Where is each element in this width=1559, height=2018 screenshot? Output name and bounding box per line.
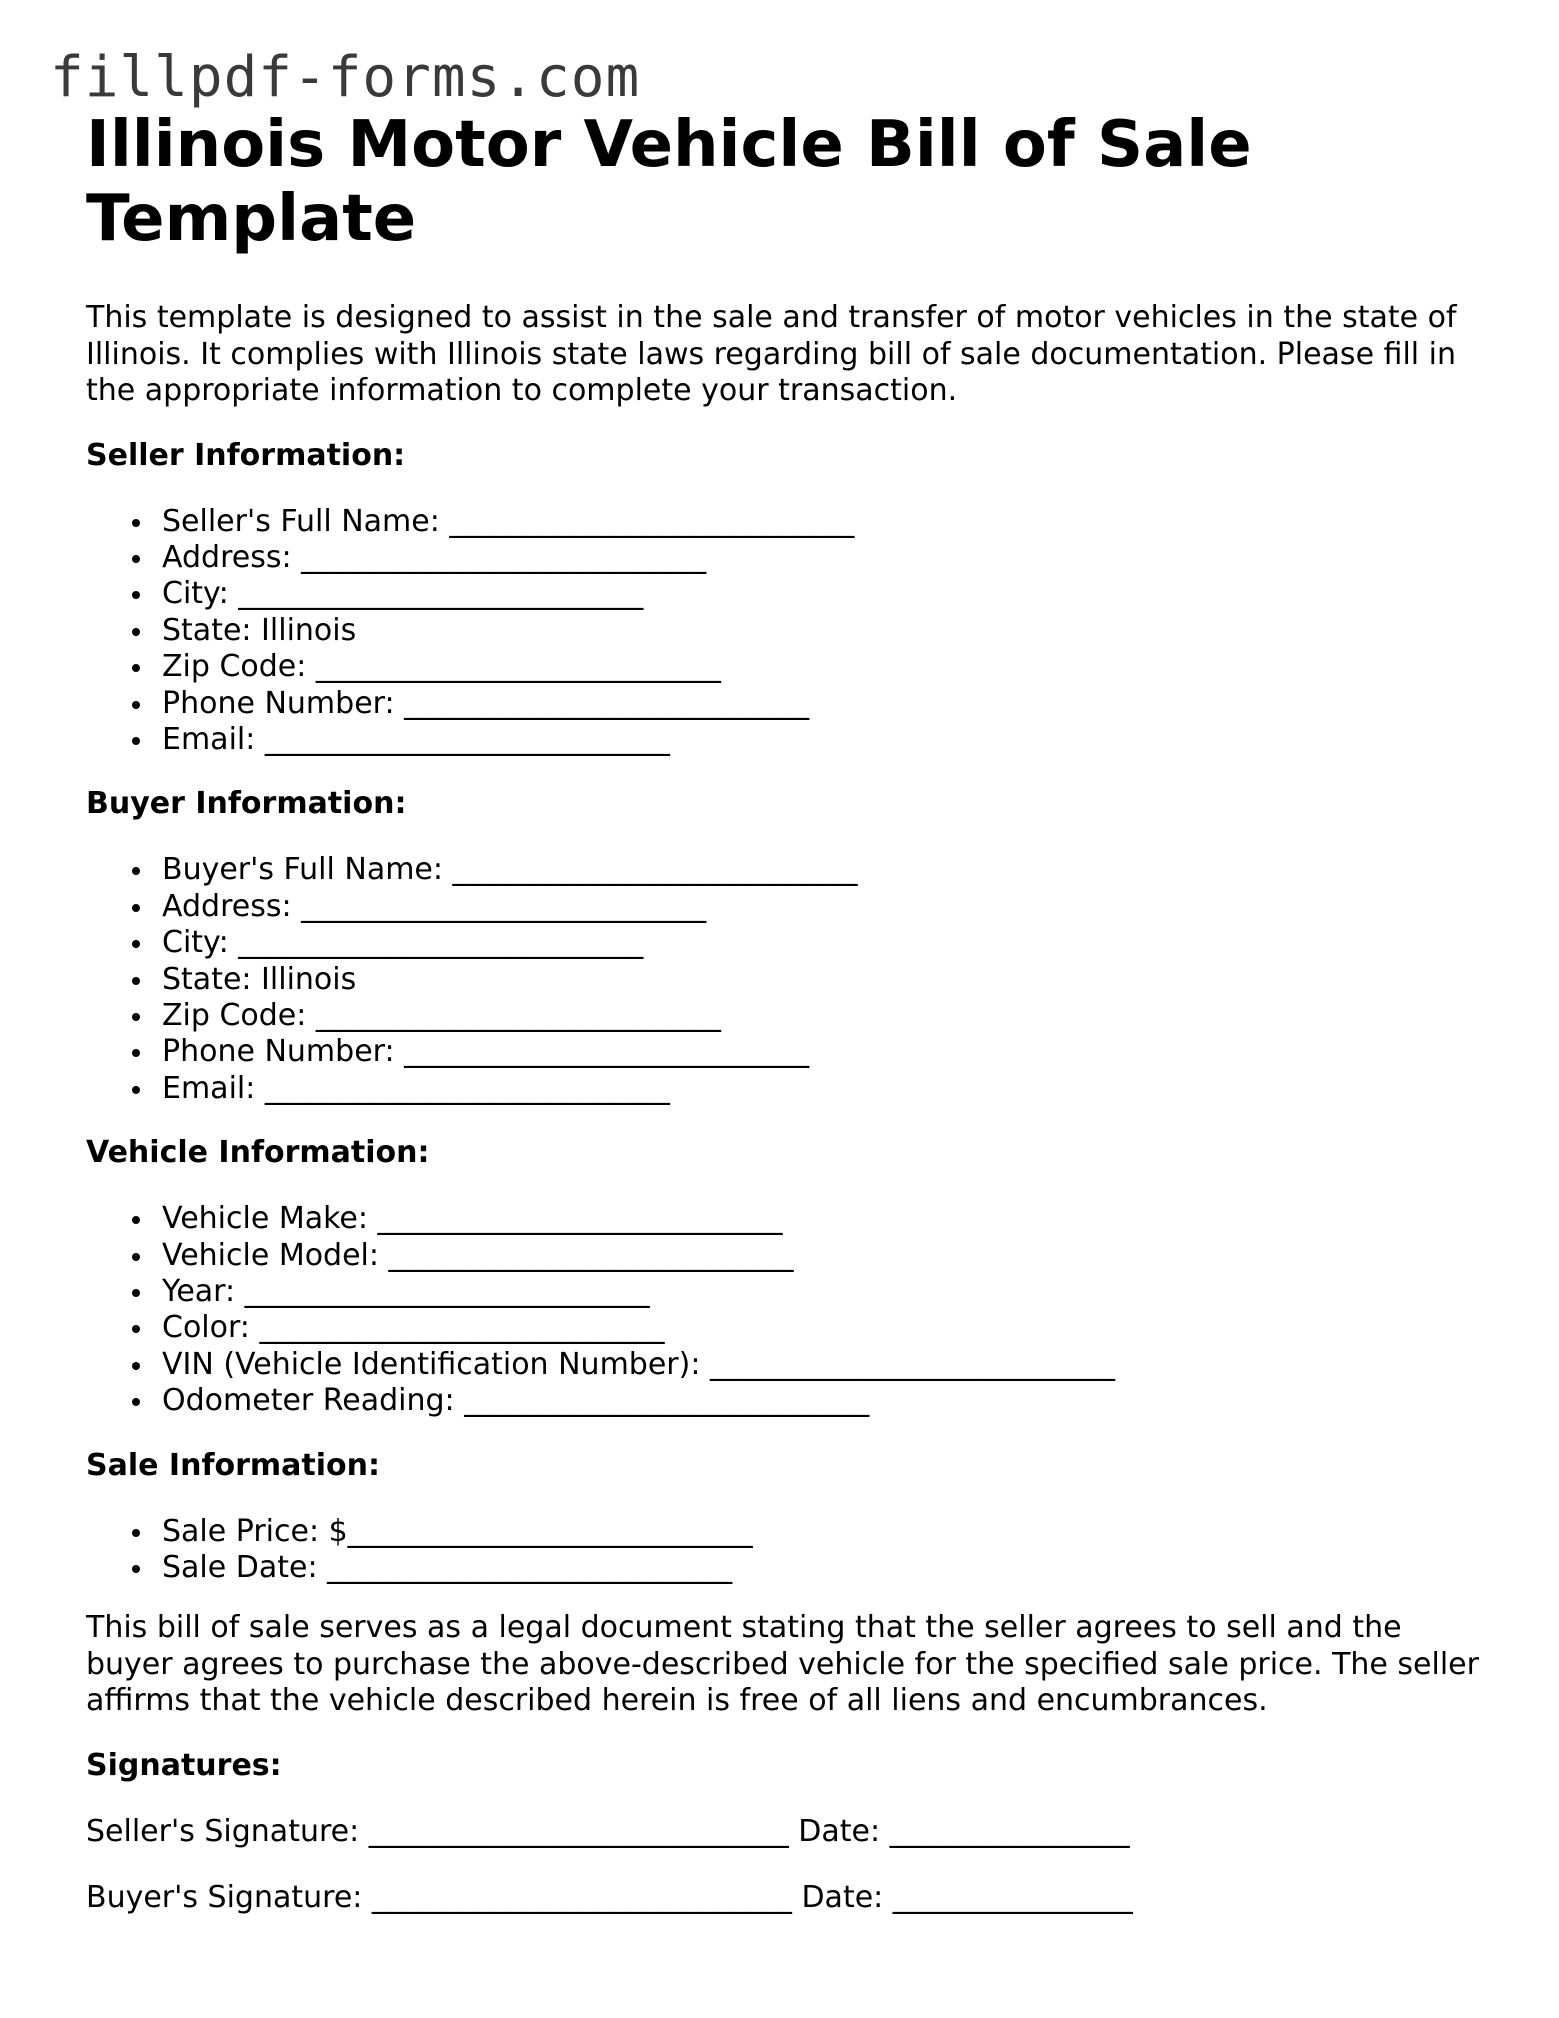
buyer-zip-field[interactable]: Zip Code: ___________________________ bbox=[162, 998, 1486, 1034]
page-title: Illinois Motor Vehicle Bill of Sale Template bbox=[86, 108, 1252, 256]
seller-list bbox=[86, 504, 1486, 759]
buyer-state-field: State: Illinois bbox=[162, 962, 1486, 998]
buyer-city-field[interactable]: City: ___________________________ bbox=[162, 925, 1486, 961]
vehicle-odometer-field[interactable]: Odometer Reading: ___________________________ bbox=[162, 1383, 1486, 1419]
seller-city-field[interactable]: City: ___________________________ bbox=[162, 576, 1486, 612]
buyer-address-field[interactable]: Address: ___________________________ bbox=[162, 889, 1486, 925]
seller-signature-line[interactable]: Seller's Signature: ____________________________ Date: ________________ bbox=[86, 1813, 1130, 1849]
buyer-heading: Buyer Information: bbox=[86, 786, 407, 822]
seller-heading: Seller Information: bbox=[86, 437, 406, 473]
closing-paragraph: This bill of sale serves as a legal document stating that the seller agrees to sell and the buyer agrees to purchase the above-described vehicle for the specified sale price. The seller affirms that the vehicle described herein is free of all liens and encumbrances. bbox=[86, 1610, 1479, 1719]
sale-heading: Sale Information: bbox=[86, 1447, 380, 1483]
intro-paragraph: This template is designed to assist in the sale and transfer of motor vehicles in the state of Illinois. It complies with Illinois state laws regarding bill of sale documentation. Please fill in the appropriate information to complete your transaction. bbox=[86, 300, 1457, 408]
buyer-phone-field[interactable]: Phone Number: ___________________________ bbox=[162, 1034, 1486, 1070]
buyer-list bbox=[86, 852, 1486, 1107]
document-body bbox=[86, 108, 1486, 1946]
vehicle-heading: Vehicle Information: bbox=[86, 1135, 430, 1171]
vehicle-make-field[interactable]: Vehicle Make: ___________________________ bbox=[162, 1201, 1486, 1237]
sale-list bbox=[86, 1514, 1486, 1587]
buyer-signature-line[interactable]: Buyer's Signature: ____________________________ Date: ________________ bbox=[86, 1879, 1133, 1915]
seller-address-field[interactable]: Address: ___________________________ bbox=[162, 540, 1486, 576]
watermark: fillpdf-forms.com bbox=[50, 45, 641, 110]
seller-email-field[interactable]: Email: ___________________________ bbox=[162, 722, 1486, 758]
seller-phone-field[interactable]: Phone Number: ___________________________ bbox=[162, 686, 1486, 722]
vehicle-list bbox=[86, 1201, 1486, 1419]
buyer-email-field[interactable]: Email: ___________________________ bbox=[162, 1071, 1486, 1107]
vehicle-vin-field[interactable]: VIN (Vehicle Identification Number): ___________________________ bbox=[162, 1347, 1486, 1383]
sale-price-field[interactable]: Sale Price: $___________________________ bbox=[162, 1514, 1486, 1550]
seller-name-field[interactable]: Seller's Full Name: ___________________________ bbox=[162, 504, 1486, 540]
signatures-heading: Signatures: bbox=[86, 1747, 282, 1783]
sale-date-field[interactable]: Sale Date: ___________________________ bbox=[162, 1550, 1486, 1586]
seller-state-field: State: Illinois bbox=[162, 613, 1486, 649]
vehicle-model-field[interactable]: Vehicle Model: ___________________________ bbox=[162, 1238, 1486, 1274]
seller-zip-field[interactable]: Zip Code: ___________________________ bbox=[162, 649, 1486, 685]
vehicle-year-field[interactable]: Year: ___________________________ bbox=[162, 1274, 1486, 1310]
buyer-name-field[interactable]: Buyer's Full Name: ___________________________ bbox=[162, 852, 1486, 888]
vehicle-color-field[interactable]: Color: ___________________________ bbox=[162, 1310, 1486, 1346]
